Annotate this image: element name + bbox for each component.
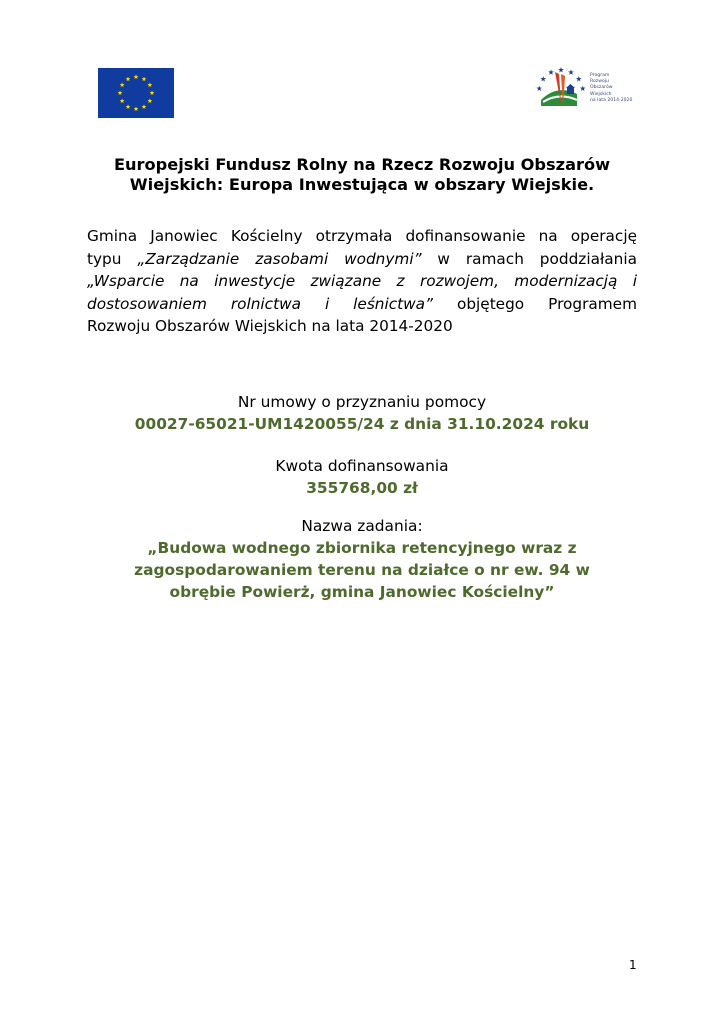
prow-logo-text: Program Rozwoju Obszarów Wiejskich na lata 2014-2020: [590, 73, 633, 103]
heading-line-2: Wiejskich: Europa Inwestująca w obszary Wiejskie.: [129, 175, 595, 194]
prow-emblem-icon: [533, 62, 589, 112]
intro-text: w ramach poddziałania: [421, 249, 637, 268]
intro-line-5: Rozwoju Obszarów Wiejskich na lata 2014-2020: [87, 317, 453, 335]
funding-amount: 355768,00 zł: [306, 479, 418, 497]
page-number: 1: [629, 958, 637, 972]
task-label: Nazwa zadania:: [301, 517, 423, 535]
heading-line-1: Europejski Fundusz Rolny na Rzecz Rozwoju Obszarów: [113, 155, 611, 174]
intro-line-2: [87, 248, 637, 271]
task-name-line-2: zagospodarowaniem terenu na działce o nr ew. 94 w: [134, 561, 590, 579]
intro-text: typu: [87, 249, 138, 268]
agreement-section: [60, 391, 664, 435]
task-name-line-3: obrębie Powierż, gmina Janowiec Kościelny”: [169, 583, 555, 601]
subaction-name-cont: dostosowaniem rolnictwa i leśnictwa”: [87, 294, 433, 313]
operation-type: „Zarządzanie zasobami wodnymi”: [137, 249, 422, 268]
task-name-line-1: „Budowa wodnego zbiornika retencyjnego wraz z: [147, 539, 577, 557]
agreement-number: 00027-65021-UM1420055/24 z dnia 31.10.2024 roku: [134, 415, 590, 433]
eu-flag-icon: [98, 68, 174, 118]
intro-line-4: [87, 293, 637, 316]
intro-paragraph: [87, 225, 637, 338]
agreement-label: Nr umowy o przyznaniu pomocy: [237, 393, 487, 411]
intro-line-3: [87, 270, 637, 293]
funding-label: Kwota dofinansowania: [275, 457, 449, 475]
document-heading: [60, 155, 664, 195]
task-section: [60, 515, 664, 603]
intro-text: objętego Programem: [432, 294, 637, 313]
funding-section: [60, 455, 664, 499]
subaction-name: „Wsparcie na inwestycje związane z rozwojem, modernizacją i: [87, 272, 637, 290]
intro-line-1: Gmina Janowiec Kościelny otrzymała dofinansowanie na operację: [87, 227, 637, 245]
